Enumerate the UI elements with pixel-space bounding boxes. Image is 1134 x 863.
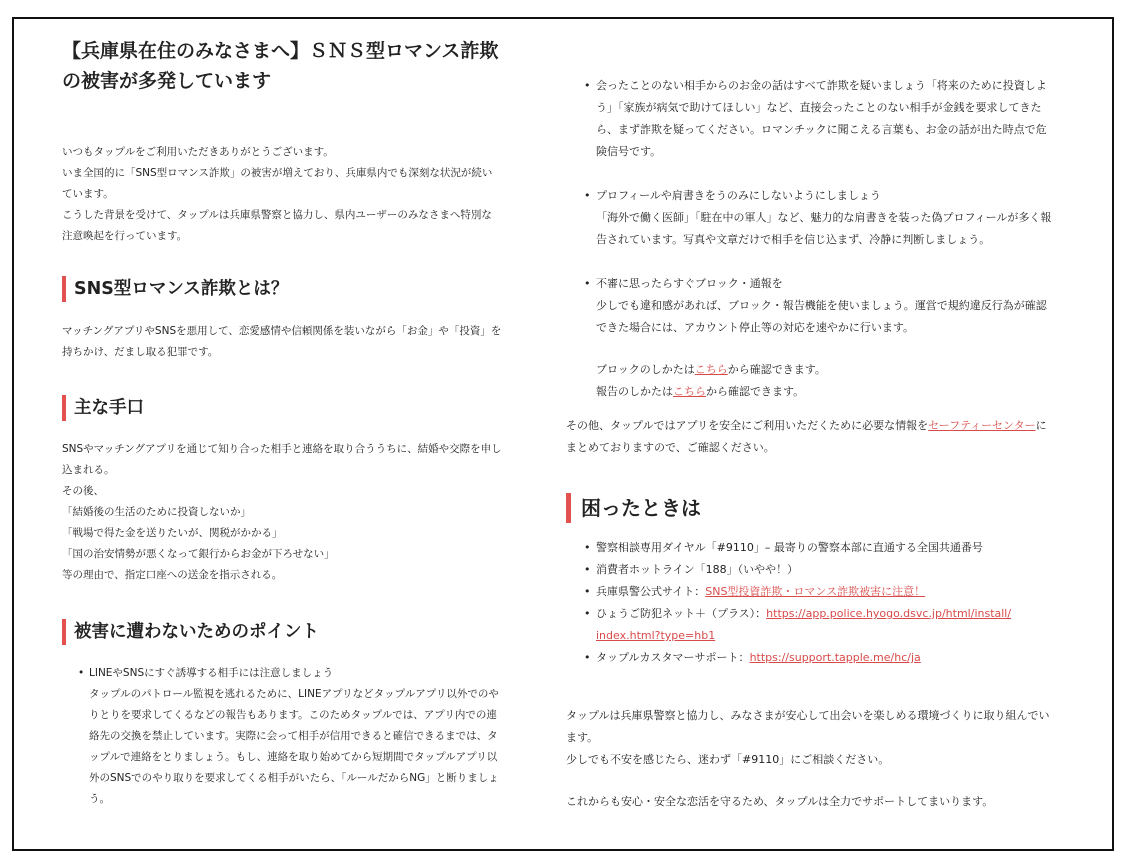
intro-line: いま全国的に「SNS型ロマンス詐欺」の被害が増えており、兵庫県内でも深刻な状況が続いています。 <box>62 167 493 200</box>
bouhan-net-link-part2: index.html?type=hb1 <box>596 629 716 642</box>
report-howto-text: 報告のしかたは <box>596 385 673 398</box>
point-2-body: 「将来のために投資しよう」「家族が病気で助けてほしい」など、直接会ったことのない相手が金銭を要求してきたら、まず詐欺を疑ってください。ロマンチックに聞こえる言葉も、お金の話が出た時点で危険信号です。 <box>596 79 1047 158</box>
help-item-support <box>566 647 1056 669</box>
methods-line: SNSやマッチングアプリを通じて知り合った相手と連絡を取り合ううちに、結婚や交際を申し込まれる。 <box>62 443 502 476</box>
point-4-title: • 不審に思ったらすぐブロック・通報を <box>566 273 1056 295</box>
closing-line: 少しでも不安を感じたら、迷わず「#9110」にご相談ください。 <box>566 753 890 766</box>
help-item-bouhan-net <box>566 603 1056 647</box>
closing <box>566 705 1056 813</box>
point-3-body: 「海外で働く医師」「駐在中の軍人」など、魅力的な肩書きを装った偽プロフィールが多く報告されています。写真や文章だけで相手を信じ込まず、冷静に判断しましょう。 <box>596 211 1052 246</box>
methods-line: 「国の治安情勢が悪くなって銀行からお金が下ろせない」 <box>62 548 335 560</box>
methods-line: 等の理由で、指定口座への送金を指示される。 <box>62 569 283 581</box>
section-heading-points: 被害に遭わないためのポイント <box>62 619 502 645</box>
article-frame <box>12 17 1114 851</box>
point-1 <box>62 663 502 810</box>
methods-line: 「結婚後の生活のために投資しないか」 <box>62 506 251 518</box>
intro <box>62 142 502 247</box>
report-howto-link[interactable]: こちら <box>673 385 706 398</box>
report-howto-text-tail: から確認できます。 <box>706 385 805 398</box>
page-title: 【兵庫県在住のみなさまへ】ＳＮＳ型ロマンス詐欺の被害が多発しています <box>62 40 499 92</box>
help-item-consumer-hotline: • 消費者ホットライン「188」（いやや！） <box>566 559 1056 581</box>
point-2-title: 会ったことのない相手からのお金の話はすべて詐欺を疑いましょう <box>596 79 926 92</box>
block-howto-link[interactable]: こちら <box>694 363 728 376</box>
point-2-text <box>566 75 1056 163</box>
section-methods-body <box>62 439 502 586</box>
block-howto-text: ブロックのしかたは <box>596 363 695 376</box>
point-4-body: 少しでも違和感があれば、ブロック・報告機能を使いましょう。運営で規約違反行為が確認できた場合には、アカウント停止等の対応を速やかに行います。 <box>596 299 1047 334</box>
safety-text: その他、タップルではアプリを安全にご利用いただくために必要な情報を <box>566 419 929 432</box>
right-column <box>566 19 1056 813</box>
help-item-hyogo-police <box>566 581 1056 603</box>
safety-text-tail: にまとめておりますので、ご確認ください。 <box>566 419 1047 454</box>
bouhan-net-link-part1: https://app.police.hyogo.dsvc.jp/html/install/ <box>766 607 1012 620</box>
point-3-title: • プロフィールや肩書きをうのみにしないようにしましょう <box>566 185 1056 207</box>
block-howto-text-tail: から確認できます。 <box>727 363 826 376</box>
safety-note <box>566 415 1056 459</box>
closing-line: タップルは兵庫県警察と協力し、みなさまが安心して出会いを楽しめる環境づくりに取り組んでいます。 <box>566 709 1050 744</box>
section-heading-help: 困ったときは <box>566 493 1056 523</box>
help-list <box>566 537 1056 669</box>
intro-line: いつもタップルをご利用いただきありがとうございます。 <box>62 146 334 158</box>
intro-line: こうした背景を受けて、タップルは兵庫県警察と協力し、県内ユーザーのみなさまへ特別な注意喚起を行っています。 <box>62 209 492 242</box>
point-1-title: • LINEやSNSにすぐ誘導する相手には注意しましょう <box>62 663 502 684</box>
section-heading-methods: 主な手口 <box>62 395 502 421</box>
support-link[interactable]: https://support.tapple.me/hc/ja <box>749 651 921 664</box>
closing-line: これからも安心・安全な恋活を守るため、タップルは全力でサポートしてまいります。 <box>566 795 994 808</box>
help-item-bouhan-net-label: ひょうご防犯ネット＋（プラス）： <box>596 607 767 620</box>
help-item-hyogo-police-label: 兵庫県警公式サイト： <box>596 585 706 598</box>
point-1-body: タップルのパトロール監視を逃れるために、LINEアプリなどタップルアプリ以外でのやりとりを要求してくるなどの報告もあります。このためタップルでは、アプリ内での連絡先の交換を禁止しています。実際に会って相手が信用できると確信できるまでは、タップルで連絡をとりましょう。もし、連絡を取り始めてから短期間でタップルアプリ以外のSNSでのやり取りを要求してくる相手がいたら、「ルールだからNG」と断りましょう。 <box>89 688 499 805</box>
help-item-support-label: タップルカスタマーサポート： <box>596 651 750 664</box>
point-3 <box>566 185 1056 251</box>
section-heading-what: SNS型ロマンス詐欺とは？ <box>62 276 502 302</box>
help-item-police-dial: • 警察相談専用ダイヤル「#9110」– 最寄りの警察本部に直通する全国共通番号 <box>566 537 1056 559</box>
methods-line: 「戦場で得た金を送りたいが、関税がかかる」 <box>62 527 283 539</box>
left-column <box>62 19 502 810</box>
section-what-body: マッチングアプリやSNSを悪用して、恋愛感情や信頼関係を装いながら「お金」や「投資」を持ちかけ、だまし取る犯罪です。 <box>62 325 502 358</box>
methods-line: その後、 <box>62 485 104 497</box>
point-2 <box>566 75 1056 163</box>
point-4 <box>566 273 1056 403</box>
hyogo-police-link[interactable]: SNS型投資詐欺・ロマンス詐欺被害に注意！ <box>705 585 926 598</box>
report-howto <box>566 381 1056 403</box>
block-howto <box>566 359 1056 381</box>
safety-center-link[interactable]: セーフティーセンター <box>928 419 1036 432</box>
